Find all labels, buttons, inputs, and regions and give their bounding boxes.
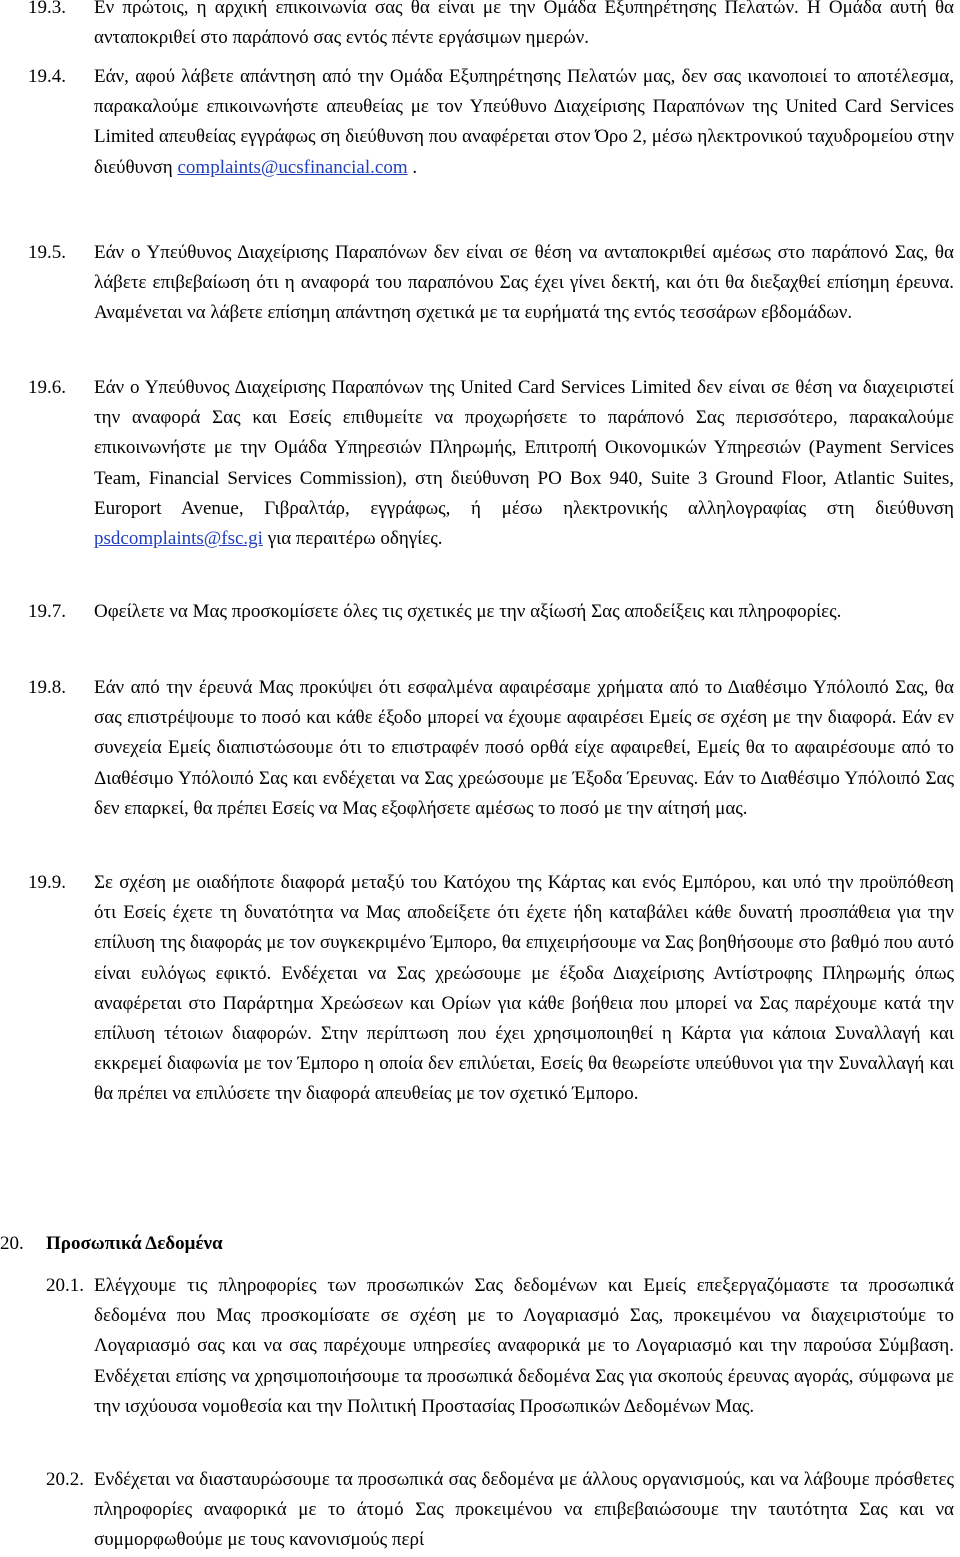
clause-number: 19.7.	[28, 601, 66, 622]
clause-19-3	[0, 0, 954, 53]
clause-19-6	[0, 373, 954, 554]
clause-text: Εάν, αφού λάβετε απάντηση από την Ομάδα Εξυπηρέτησης Πελατών μας, δεν σας ικανοποιεί το αποτέλεσμα, παρακαλούμε επικοινωνήστε απευθείας με τον Υπεύθυνο Διαχείρισης Παραπόνων της United Card Services Limited απευθείας εγγράφως ση διεύθυνση που αναφέρεται στον Όρο 2, μέσω ηλεκτρονικού ταχυδρομείου στην διεύθυνση	[94, 66, 954, 178]
clause-number: 19.3.	[28, 0, 66, 18]
clause-20-1	[0, 1271, 954, 1422]
section-title: Προσωπικά Δεδομένα	[46, 1233, 223, 1254]
complaints-email-link[interactable]: complaints@ucsfinancial.com	[177, 156, 408, 178]
clause-text-tail: .	[407, 156, 418, 178]
clause-19-5	[0, 238, 954, 329]
clause-number: 19.4.	[28, 66, 66, 87]
clause-text: Εάν ο Υπεύθυνος Διαχείρισης Παραπόνων της United Card Services Limited δεν είναι σε θέση να διαχειριστεί την αναφορά Σας και Εσείς επιθυμείτε να προχωρήσετε το παράπονό Σας περισσότερο, παρακαλούμε επικοινωνήστε με την Ομάδα Υπηρεσιών Πληρωμής, Επιτροπή Οικονομικών Υπηρεσιών (Payment Services Team, Financial Services Commission), στη διεύθυνση PO Box 940, Suite 3 Ground Floor, Atlantic Suites, Europort Avenue, Γιβραλτάρ, εγγράφως, ή μέσω ηλεκτρονικής αλληλογραφίας στη διεύθυνση	[94, 377, 954, 519]
clause-number: 19.5.	[28, 242, 66, 263]
clause-number: 20.2.	[46, 1469, 84, 1490]
clause-19-4	[0, 62, 954, 183]
clause-text: Εάν από την έρευνά Μας προκύψει ότι εσφαλμένα αφαιρέσαμε χρήματα από το Διαθέσιμο Υπόλοιπό Σας, θα σας επιστρέψουμε το ποσό και κάθε έξοδο μπορεί να έχουμε αφαιρέσει Εμείς σε σχέση με την διαφορά. Εάν εν συνεχεία Εμείς διαπιστώσουμε ότι το επιστραφέν ποσό ορθά είχε αφαιρεθεί, Εμείς θα το αφαιρέσουμε από το Διαθέσιμο Υπόλοιπό Σας και ενδέχεται να Σας χρεώσουμε με Έξοδα Έρευνας. Εάν το Διαθέσιμο Υπόλοιπό Σας δεν επαρκεί, θα πρέπει Εσείς να Μας εξοφλήσετε αμέσως το ποσό με την αίτησή μας.	[94, 677, 954, 819]
fsc-email-link[interactable]: psdcomplaints@fsc.gi	[94, 528, 263, 550]
clause-number: 19.8.	[28, 677, 66, 698]
clause-text: Εν πρώτοις, η αρχική επικοινωνία σας θα είναι με την Ομάδα Εξυπηρέτησης Πελατών. Η Ομάδα αυτή θα ανταποκριθεί στο παράπονό σας εντός πέντε εργάσιμων ημερών.	[94, 0, 954, 49]
clause-text: Σε σχέση με οιαδήποτε διαφορά μεταξύ του Κατόχου της Κάρτας και ενός Εμπόρου, και υπό την προϋπόθεση ότι Εσείς έχετε τη δυνατότητα να Μας αποδείξετε ότι έχετε ήδη καταβάλει κάθε δυνατή προσπάθεια για την επίλυση της διαφοράς με τον συγκεκριμένο Έμπορο, θα επιχειρήσουμε να Σας βοηθήσουμε στο βαθμό που αυτό είναι ευλόγως εφικτό. Ενδέχεται να Σας χρεώσουμε με έξοδα Διαχείρισης Αντίστροφης Πληρωμής όπως αναφέρεται στο Παράρτημα Χρεώσεων και Ορίων για κάθε βοήθεια που μπορεί να Σας παρέχουμε κατά την επίλυση τέτοιων διαφορών. Στην περίπτωση που έχει χρησιμοποιηθεί η Κάρτα για κάποια Συναλλαγή και εκκρεμεί διαφωνία με τον Έμπορο η οποία δεν επιλύεται, Εσείς θα θεωρείστε υπεύθυνοι για την Συναλλαγή και θα πρέπει να επιλύσετε την διαφορά απευθείας με τον σχετικό Έμπορο.	[94, 872, 954, 1105]
clause-text-container	[94, 62, 954, 183]
clause-text: Ελέγχουμε τις πληροφορίες των προσωπικών Σας δεδομένων και Εμείς επεξεργαζόμαστε τα προσωπικά δεδομένα που Μας προσκομίσατε σε σχέση με το Λογαριασμό Σας, προκειμένου να διαχειριστούμε το Λογαριασμό σας και να σας παρέχουμε υπηρεσίες αναφορικά με το Λογαριασμό και την παρούσα Σύμβαση. Ενδέχεται επίσης να χρησιμοποιήσουμε τα προσωπικά δεδομένα Σας για σκοπούς έρευνας αγοράς, σύμφωνα με την ισχύουσα νομοθεσία και την Πολιτική Προστασίας Προσωπικών Δεδομένων Μας.	[94, 1275, 954, 1417]
section-number: 20.	[0, 1233, 24, 1254]
clause-text: Εάν ο Υπεύθυνος Διαχείρισης Παραπόνων δεν είναι σε θέση να ανταποκριθεί αμέσως στο παράπονό Σας, θα λάβετε επιβεβαίωση ότι η αναφορά του παραπόνου Σας έχει γίνει δεκτή, και ότι θα διεξαχθεί επίσημη έρευνα. Αναμένεται να λάβετε επίσημη απάντηση σχετικά με τα ευρήματά της εντός τεσσάρων εβδομάδων.	[94, 242, 954, 324]
clause-19-8	[0, 673, 954, 824]
clause-number: 20.1.	[46, 1275, 84, 1296]
clause-text: Οφείλετε να Μας προσκομίσετε όλες τις σχετικές με την αξίωσή Σας αποδείξεις και πληροφορίες.	[94, 601, 842, 622]
clause-text-tail: για περαιτέρω οδηγίες.	[262, 528, 443, 550]
clause-number: 19.9.	[28, 872, 66, 893]
clause-19-7	[0, 597, 954, 627]
clause-20-2	[0, 1465, 954, 1556]
clause-text: Ενδέχεται να διασταυρώσουμε τα προσωπικά σας δεδομένα με άλλους οργανισμούς, και να λάβουμε πρόσθετες πληροφορίες αναφορικά με το άτομό Σας προκειμένου να επιβεβαιώσουμε την ταυτότητα Σας και να συμμορφωθούμε με τους κανονισμούς περί	[94, 1469, 954, 1551]
clause-text-container	[94, 373, 954, 554]
section-heading-20	[0, 1229, 954, 1259]
clause-19-9	[0, 868, 954, 1110]
clause-number: 19.6.	[28, 377, 66, 398]
